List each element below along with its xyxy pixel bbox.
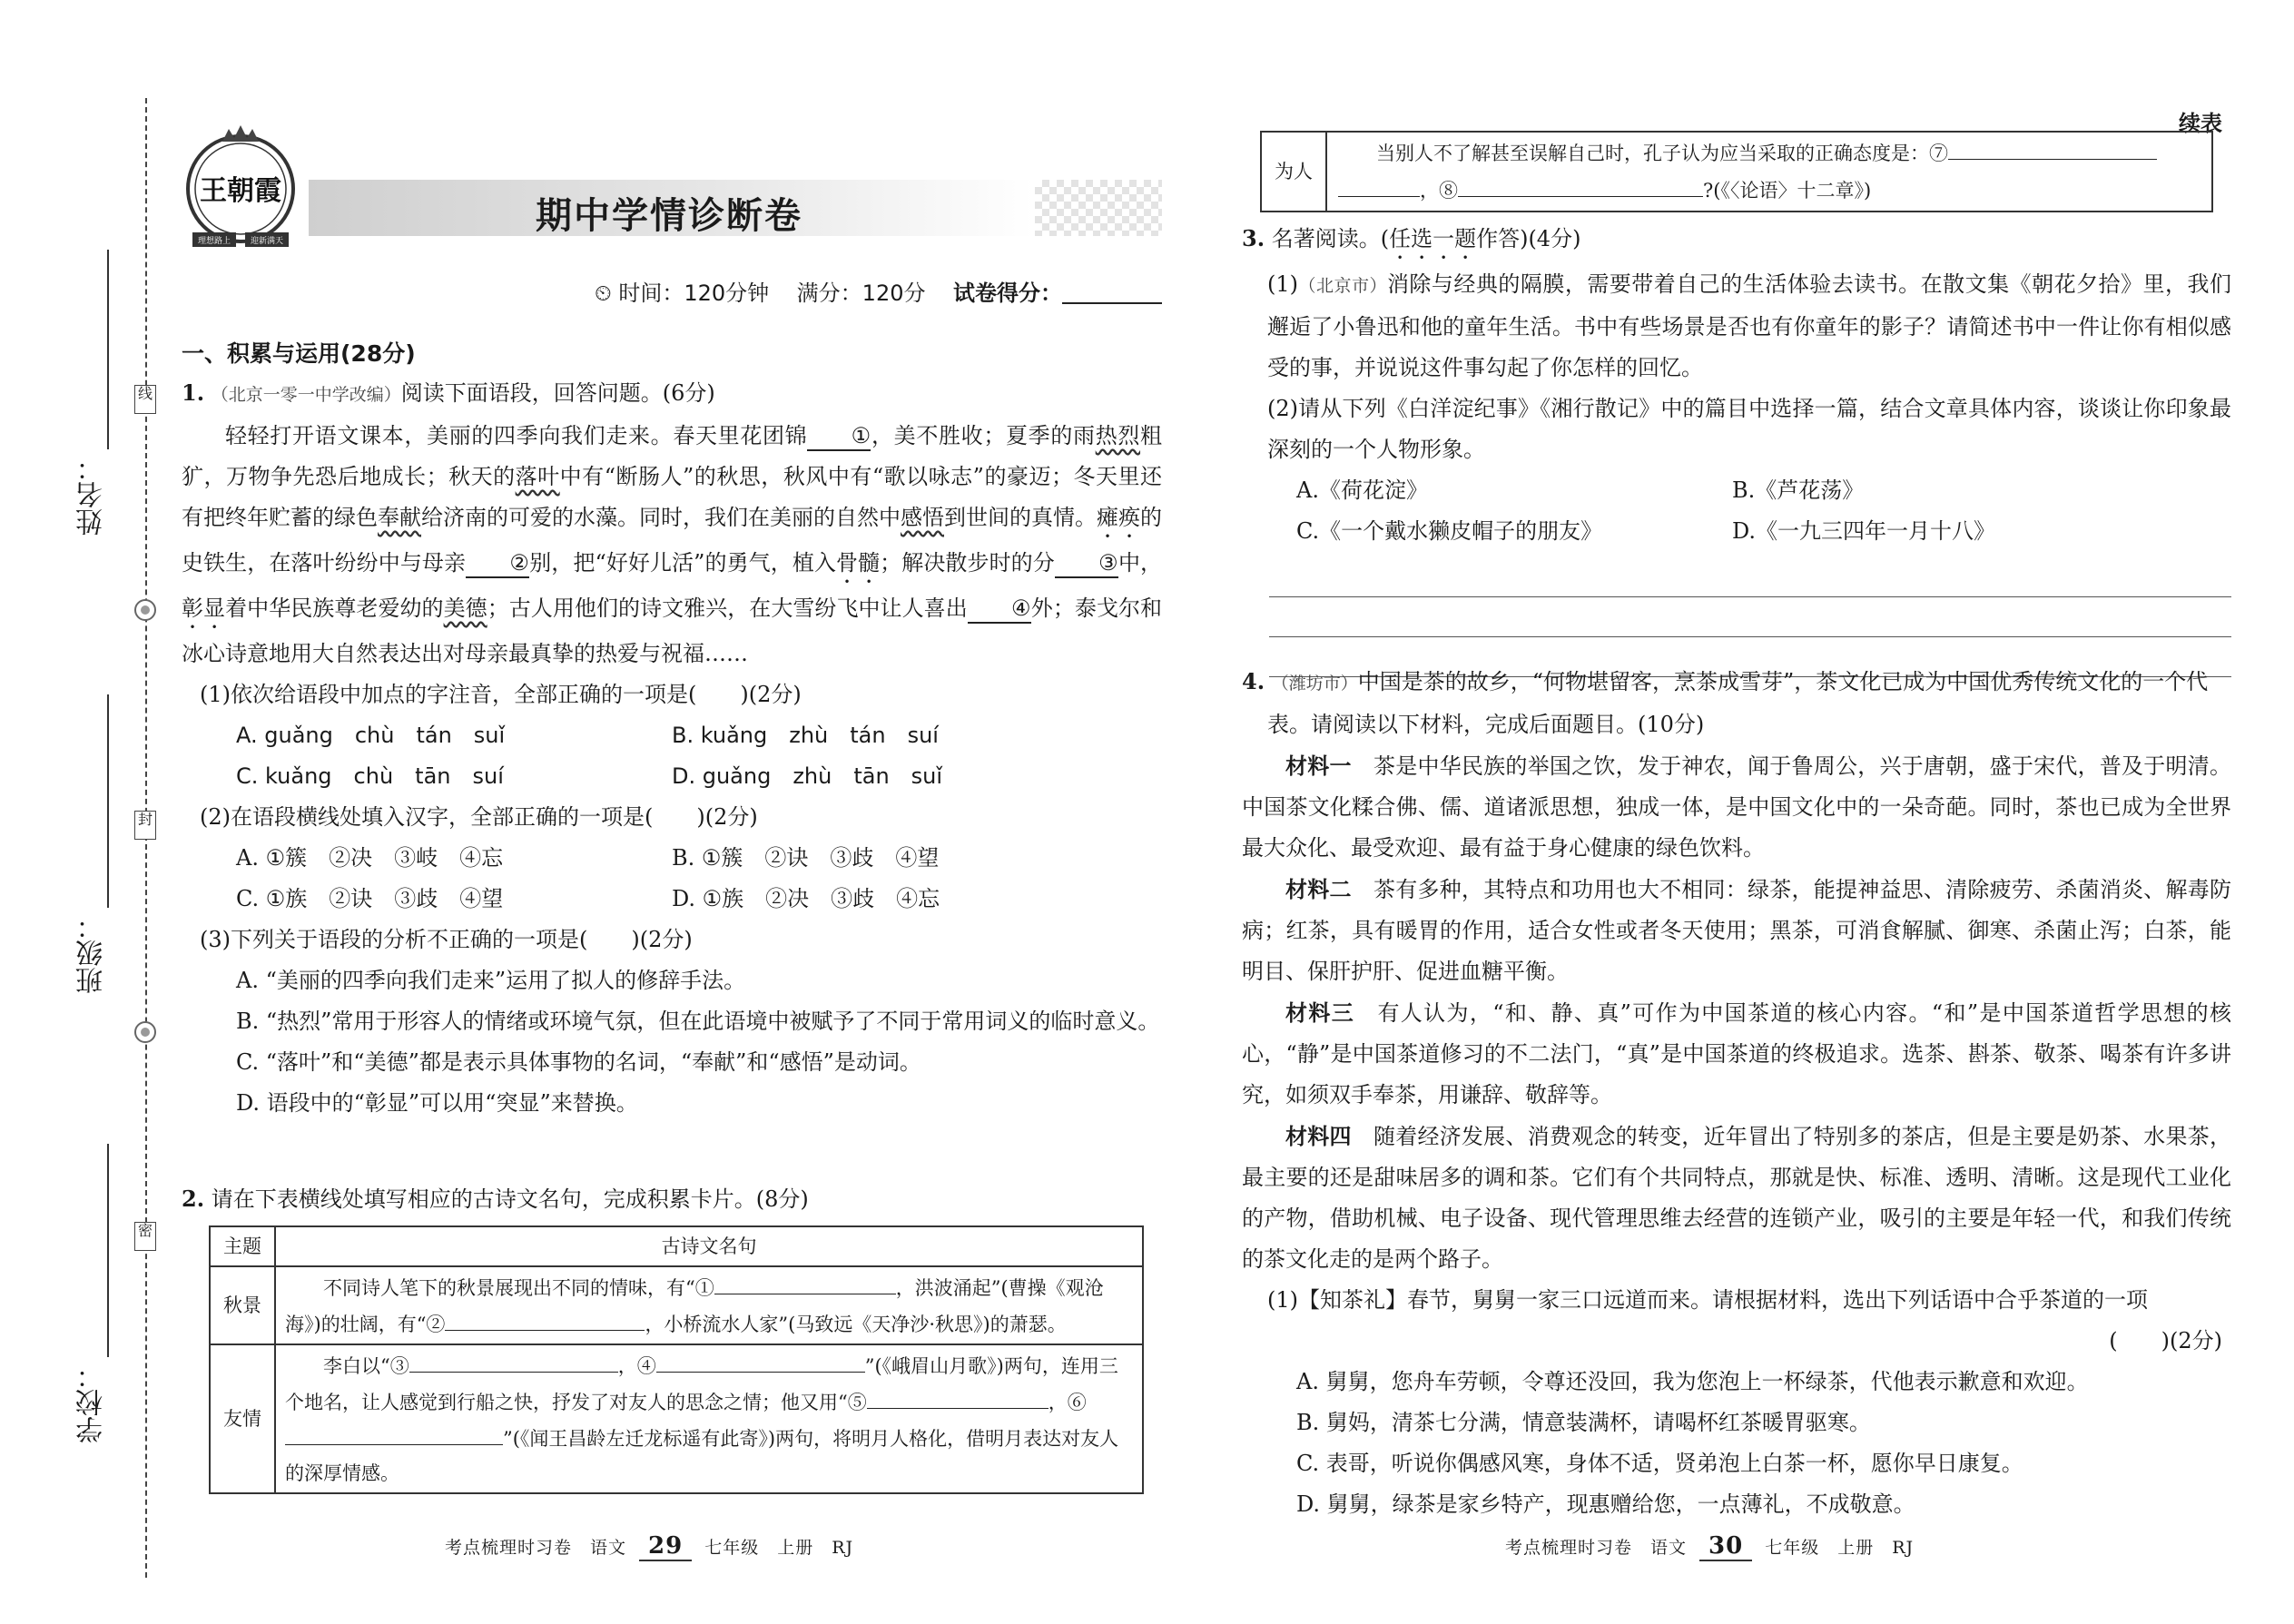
page-footer — [445, 1532, 853, 1561]
footer-grade: 七年级 上册 RJ — [1765, 1538, 1915, 1558]
name-write-line[interactable] — [107, 250, 109, 449]
continued-label: 续表 — [2179, 110, 2222, 136]
seal-line: 线 — [134, 385, 156, 414]
col-poems: 古诗文名句 — [275, 1226, 1143, 1266]
q1-passage — [182, 416, 1162, 674]
option-a[interactable]: A. ①簇 ②决 ③岐 ④忘 — [236, 845, 504, 871]
answer-blank-7-cont[interactable] — [1338, 172, 1420, 197]
page-number: 29 — [639, 1532, 692, 1561]
option-b[interactable]: B.《芦花荡》 — [1732, 477, 1865, 503]
material-label: 材料二 — [1285, 876, 1352, 902]
answer-blank-2[interactable] — [445, 1305, 645, 1331]
q3-prompt-emphasis: 任选一题 — [1389, 226, 1477, 251]
answer-blank-4[interactable] — [656, 1347, 865, 1373]
q1-sub2: (2)在语段横线处填入汉字，全部正确的一项是( )(2分) — [200, 804, 758, 830]
option-c[interactable]: C.《一个戴水獭皮帽子的朋友》 — [1296, 518, 1603, 544]
option-d[interactable]: D. guǎng zhù tān suǐ — [672, 763, 943, 789]
footer-series: 考点梳理时习卷 语文 — [445, 1538, 627, 1558]
row-text: 当别人不了解甚至误解自己时，孔子认为应当采取的正确态度是：⑦ — [1376, 143, 1948, 164]
option-a[interactable]: A. 舅舅，您舟车劳顿，令尊还没回，我为您泡上一杯绿茶，代他表示歉意和欢迎。 — [1296, 1369, 2089, 1394]
q3-prompt: 名著阅读。( — [1271, 226, 1390, 251]
option-c[interactable]: C. 表哥，听说你偶感风寒，身体不适，贤弟泡上白茶一杯，愿你早日康复。 — [1296, 1451, 2023, 1476]
seal-secret: 密 — [134, 1222, 156, 1251]
option-b[interactable] — [182, 1001, 1162, 1042]
page-title: 期中学情诊断卷 — [536, 194, 802, 237]
row-text: ，⑥ — [1048, 1392, 1087, 1413]
material-text: 茶有多种，其特点和功用也大不相同：绿茶，能提神益思、清除疲劳、杀菌消炎、解毒防病；红茶，具有暖胃的作用，适合女性或者冬天使用；黑茶，可消食解腻、御寒、杀菌止泻；白茶，能明目、保肝护肝、促进血糖平衡。 — [1242, 877, 2232, 984]
option-b-text: B. “热烈”常用于形容人的情绪或环境气氛，但在此语境中被赋予了不同于常用词义的临时意义。 — [236, 1009, 1160, 1034]
passage-text: 中有“断肠人”的秋思，秋风中有“歌以咏志”的豪迈；冬天里还有把终年贮蓄的绿色 — [182, 464, 1163, 530]
binding-ring-icon — [134, 1021, 156, 1043]
q3-sub1 — [1242, 264, 2231, 389]
binding-strip — [0, 0, 154, 1624]
q3-options — [1242, 470, 2231, 552]
word-zhangxian: 彰显 — [182, 595, 226, 621]
q4-number: 4. — [1242, 668, 1265, 694]
q4-sub1-answer[interactable]: ( )(2分) — [2109, 1328, 2222, 1353]
option-c[interactable]: C. “落叶”和“美德”都是表示具体事物的名词，“奉献”和“感悟”是动词。 — [236, 1049, 921, 1075]
q3-sub1-prefix: (1) — [1267, 271, 1298, 297]
q4-prompt: 中国是茶的故乡，“何物堪留客，烹茶成雪芽”，茶文化已成为中国优秀传统文化的一个代表。请阅读以下材料，完成后面题目。(10分) — [1267, 669, 2209, 737]
passage-text: 粗犷，万物争先恐后地成长；秋天的 — [182, 423, 1163, 489]
passage-text: 的史铁生，在落叶纷纷中与母亲 — [182, 505, 1162, 576]
option-d[interactable]: D. 语段中的“彰显”可以用“突显”来替换。 — [236, 1090, 638, 1116]
seal-seal: 封 — [134, 811, 156, 840]
right-page — [1242, 98, 2231, 1587]
passage-text: 着中华民族尊老爱幼的 — [225, 595, 444, 621]
material-text: 随着经济发展、消费观念的转变，近年冒出了特别多的茶店，但是主要是奶茶、水果茶，最主要的还是甜味居多的调和茶。它们有个共同特点，那就是快、标准、透明、清晰。这是现代工业化的产物，借助机械、电子设备、现代管理思维去经营的连锁产业，吸引的主要是年轻一代，和我们传统的茶文化走的是两个路子。 — [1242, 1124, 2232, 1272]
option-a[interactable]: A.《荷花淀》 — [1296, 477, 1428, 503]
question-1 — [182, 372, 1162, 1124]
class-write-line[interactable] — [107, 694, 109, 908]
q1-sub3: (3)下列关于语段的分析不正确的一项是( )(2分) — [200, 927, 693, 952]
brand-tagline-right: 迎新满天 — [250, 237, 284, 246]
q3-sub2: (2)请从下列《白洋淀纪事》《湘行散记》中的篇目中选择一篇，结合文章具体内容，谈谈让你印象最深刻的一个人物形象。 — [1267, 396, 2231, 462]
section-heading: 一、积累与运用(28分) — [182, 340, 416, 367]
col-theme: 主题 — [210, 1226, 275, 1266]
question-3 — [1242, 218, 2231, 677]
brand-logo-icon — [182, 116, 300, 261]
passage-text: 到世间的真情。 — [944, 505, 1097, 530]
blank-1[interactable]: ① — [807, 422, 871, 451]
row-content — [1326, 132, 2212, 212]
blank-3[interactable]: ③ — [1055, 549, 1118, 578]
answer-blank-3[interactable] — [409, 1347, 618, 1373]
passage-text: 外；泰戈尔和冰心诗意地用大自然表达出对母亲最真挚的热爱与祝福…… — [182, 595, 1163, 666]
passage-text: ；古人用他们的诗文雅兴，在大雪纷飞中让人喜出 — [487, 595, 968, 621]
school-write-line[interactable] — [107, 1144, 109, 1357]
option-d[interactable]: D. 舅舅，绿茶是家乡特产，现惠赠给您，一点薄礼，不成敬意。 — [1296, 1491, 1915, 1517]
passage-text: 别，把“好好儿活”的勇气，植入 — [529, 550, 836, 576]
row-theme: 秋景 — [210, 1266, 275, 1344]
q3-sub1-source: （北京市） — [1298, 276, 1387, 296]
material-label: 材料三 — [1285, 999, 1355, 1026]
passage-text: ；解决散步时的分 — [880, 550, 1055, 576]
q1-sub1: (1)依次给语段中加点的字注音，全部正确的一项是( )(2分) — [200, 682, 802, 707]
row-text: ，④ — [617, 1355, 656, 1377]
brand-tagline-left: 理想路上 — [197, 237, 231, 246]
clock-icon: ⏲ — [594, 281, 612, 306]
word-gusui: 骨髓 — [836, 550, 881, 576]
row-theme: 友情 — [210, 1344, 275, 1493]
row-text: ”(《峨眉山月歌》)两句，连用三个地名，让人感觉到行船之快，抒发了对友人的思念之情；他又用“⑤ — [285, 1355, 1118, 1413]
q1-sub2-options — [182, 838, 1162, 920]
continued-table — [1260, 131, 2213, 212]
name-field — [65, 454, 120, 536]
blank-4[interactable]: ④ — [968, 595, 1031, 624]
answer-blank-5[interactable] — [867, 1383, 1049, 1409]
page-footer — [1505, 1532, 1914, 1561]
row-text: ，⑧ — [1420, 180, 1458, 202]
q3-sub1-text: 消除与经典的隔膜，需要带着自己的生活体验去读书。在散文集《朝花夕拾》里，我们邂逅了小鲁迅和他的童年生活。书中有些场景是否也有你童年的影子？请简述书中一件让你有相似感受的事，并说说这件事勾起了你怎样的回忆。 — [1267, 271, 2231, 380]
material-3 — [1242, 992, 2231, 1116]
answer-blank-1[interactable] — [714, 1269, 896, 1294]
answer-blank-7[interactable] — [1948, 134, 2157, 160]
q4-source: （潍坊市） — [1271, 674, 1358, 694]
option-c[interactable]: C. ①族 ②诀 ③歧 ④望 — [236, 886, 504, 911]
word-meide: 美德 — [443, 595, 487, 621]
q1-sub1-options — [182, 715, 1162, 797]
word-tanhuan: 瘫痪 — [1097, 505, 1140, 530]
word-fengxian: 奉献 — [378, 505, 421, 530]
blank-2[interactable]: ② — [466, 549, 529, 578]
row-text: 李白以“③ — [323, 1355, 409, 1377]
row-text: ?(《〈论语〉十二章》) — [1703, 180, 1872, 202]
q1-source: （北京一零一中学改编） — [211, 385, 401, 405]
name-label: 姓名： — [76, 454, 108, 536]
material-4 — [1242, 1116, 2231, 1280]
material-2 — [1242, 869, 2231, 992]
question-2 — [182, 1178, 1162, 1494]
exam-info — [595, 275, 1162, 307]
school-field — [65, 1362, 120, 1443]
row-text: ，洪波涌起”(曹操《观沧海》)的壮阔，有“② — [285, 1277, 1104, 1335]
class-field — [65, 912, 120, 994]
full-score: 满分：120分 — [796, 281, 926, 306]
score-label: 试卷得分： — [953, 281, 1062, 306]
school-label: 学校： — [76, 1362, 108, 1443]
q3-prompt: 作答)(4分) — [1476, 226, 1581, 251]
option-a[interactable]: A. guǎng chù tán suǐ — [236, 723, 506, 748]
row-theme: 为人 — [1261, 132, 1326, 212]
option-a[interactable]: A. “美丽的四季向我们走来”运用了拟人的修辞手法。 — [236, 968, 746, 993]
row-content — [275, 1344, 1143, 1493]
option-c[interactable]: C. kuǎng chù tān suí — [236, 763, 504, 789]
table-row — [210, 1266, 1143, 1344]
class-label: 班级： — [76, 912, 108, 994]
option-b[interactable]: B. 舅妈，清茶七分满，情意装满杯，请喝杯红茶暖胃驱寒。 — [1296, 1410, 1871, 1435]
footer-grade: 七年级 上册 RJ — [704, 1538, 854, 1558]
passage-text: 中， — [1117, 550, 1163, 576]
row-text: ，小桥流水人家”(马致远《天净沙·秋思》)的萧瑟。 — [645, 1314, 1067, 1335]
word-luoye: 落叶 — [515, 464, 560, 489]
option-b[interactable]: B. ①簇 ②诀 ③歧 ④望 — [672, 845, 940, 871]
exam-time: 时间：120分钟 — [618, 281, 770, 306]
q2-number: 2. — [182, 1186, 205, 1212]
passage-text: 轻轻打开语文课本，美丽的四季向我们走来。春天里花团锦 — [225, 423, 808, 448]
q2-prompt: 请在下表横线处填写相应的古诗文名句，完成积累卡片。(8分) — [211, 1186, 809, 1212]
material-1 — [1242, 745, 2231, 869]
material-text: 有人认为，“和、静、真”可作为中国茶道的核心内容。“和”是中国茶道哲学思想的核心，“静”是中国茶道修习的不二法门，“真”是中国茶道的终极追求。选茶、斟茶、敬茶、喝茶有许多讲究，如须双手奉茶，用谦辞、敬辞等。 — [1242, 1000, 2232, 1107]
footer-series: 考点梳理时习卷 语文 — [1505, 1538, 1688, 1558]
page-number: 30 — [1699, 1532, 1752, 1561]
question-4 — [1242, 661, 2231, 1525]
q1-number: 1. — [182, 379, 205, 406]
passage-text: ，美不胜收；夏季的雨 — [871, 423, 1096, 448]
left-page — [182, 98, 1162, 1587]
row-text: ”(《闻王昌龄左迁龙标遥有此寄》)两句，将明月人格化，借明月表达对友人的深厚情感。 — [285, 1428, 1119, 1484]
answer-blank-6[interactable] — [285, 1420, 503, 1445]
q3-number: 3. — [1242, 225, 1265, 251]
brand-name: 王朝霞 — [200, 175, 281, 207]
material-label: 材料四 — [1285, 1123, 1352, 1149]
row-content — [275, 1266, 1143, 1344]
material-text: 茶是中华民族的举国之饮，发于神农，闻于鲁周公，兴于唐朝，盛于宋代，普及于明清。中国茶文化糅合佛、儒、道诸派思想，独成一体，是中国文化中的一朵奇葩。同时，茶也已成为全世界最大众化、最受欢迎、最有益于身心健康的绿色饮料。 — [1242, 753, 2232, 861]
q1-prompt: 阅读下面语段，回答问题。(6分) — [400, 380, 715, 406]
title-banner-pattern — [1035, 180, 1162, 236]
passage-text: 给济南的可爱的水藻。同时，我们在美丽的自然中 — [421, 505, 901, 530]
poem-table — [209, 1225, 1144, 1494]
word-rere: 热烈 — [1095, 423, 1141, 448]
table-row — [210, 1344, 1143, 1493]
row-text: 不同诗人笔下的秋景展现出不同的情味，有“① — [323, 1277, 714, 1299]
answer-line[interactable] — [1269, 597, 2231, 637]
option-b[interactable]: B. kuǎng zhù tán suí — [672, 723, 939, 748]
answer-line[interactable] — [1269, 557, 2231, 597]
binding-ring-icon — [134, 599, 156, 621]
material-label: 材料一 — [1285, 753, 1352, 779]
option-d[interactable]: D. ①族 ②决 ③歧 ④忘 — [672, 886, 940, 911]
table-row — [1261, 132, 2212, 212]
score-field[interactable] — [1062, 284, 1162, 304]
word-ganwu: 感悟 — [901, 505, 944, 530]
option-d[interactable]: D.《一九三四年一月十八》 — [1732, 518, 1996, 544]
q4-sub1: (1)【知茶礼】春节，舅舅一家三口远道而来。请根据材料，选出下列话语中合乎茶道的一项 — [1267, 1287, 2148, 1313]
answer-blank-8[interactable] — [1458, 172, 1703, 197]
